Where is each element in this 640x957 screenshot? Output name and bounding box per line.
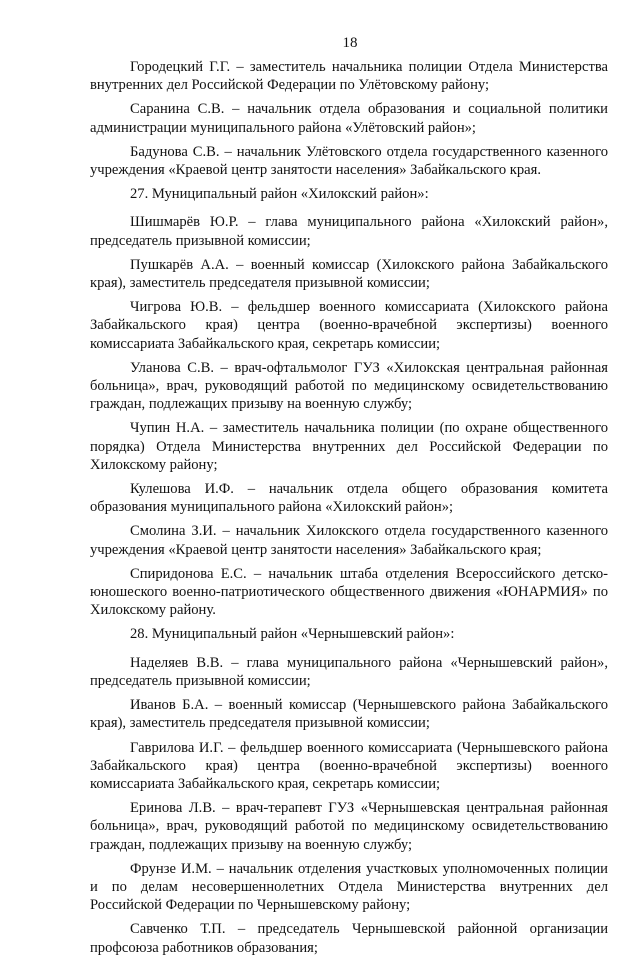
member-entry: Бадунова С.В. – начальник Улётовского отдела государственного казенного учреждения «Краевой центр занятости населения» Забайкальского края. [90, 143, 608, 179]
member-entry: Уланова С.В. – врач-офтальмолог ГУЗ «Хилокская центральная районная больница», врач, руководящий работой по медицинскому освидетельствованию граждан, подлежащих призыву на военную службу; [90, 359, 608, 413]
member-entry: Иванов Б.А. – военный комиссар (Чернышевского района Забайкальского края), заместитель председателя призывной комиссии; [90, 697, 608, 732]
document-body [90, 58, 608, 957]
member-entry: Фрунзе И.М. – начальник отделения участковых уполномоченных полиции и по делам несовершеннолетних Отдела Министерства внутренних дел Российской Федерации по Чернышевскому району; [90, 860, 608, 914]
member-entry: Спиридонова Е.С. – начальник штаба отделения Всероссийского детско-юношеского военно-патриотического общественного движения «ЮНАРМИЯ» по Хилокскому району. [90, 565, 608, 619]
section-heading-28: 28. Муниципальный район «Чернышевский район»: [130, 626, 455, 643]
section-heading-27: 27. Муниципальный район «Хилокский район»: [130, 186, 429, 203]
member-entry: Гаврилова И.Г. – фельдшер военного комиссариата (Чернышевского района Забайкальского края) центра (военно-врачебной экспертизы) военного комиссариата Забайкальского края, секретарь комиссии; [90, 739, 608, 792]
member-entry: Савченко Т.П. – председатель Чернышевской районной организации профсоюза работников образования; [90, 921, 608, 956]
member-entry: Пушкарёв А.А. – военный комиссар (Хилокского района Забайкальского края), заместитель председателя призывной комиссии; [90, 256, 608, 292]
member-entry: Городецкий Г.Г. – заместитель начальника полиции Отдела Министерства внутренних дел Российской Федерации по Улётовскому району; [90, 59, 608, 94]
member-entry: Саранина С.В. – начальник отдела образования и социальной политики администрации муниципального района «Улётовский район»; [90, 101, 608, 136]
member-entry: Наделяев В.В. – глава муниципального района «Чернышевский район», председатель призывной комиссии; [90, 654, 608, 689]
member-entry: Шишмарёв Ю.Р. – глава муниципального района «Хилокский район», председатель призывной комиссии; [90, 214, 608, 249]
member-entry: Еринова Л.В. – врач-терапевт ГУЗ «Чернышевская центральная районная больница», врач, руководящий работой по медицинскому освидетельствованию граждан, подлежащих призыву на военную службу; [90, 800, 608, 853]
member-entry: Чигрова Ю.В. – фельдшер военного комиссариата (Хилокского района Забайкальского края) центра (военно-врачебной экспертизы) военного комиссариата Забайкальского края, секретарь комиссии; [90, 299, 608, 352]
member-entry: Кулешова И.Ф. – начальник отдела общего образования комитета образования муниципального района «Хилокский район»; [90, 481, 608, 516]
member-entry: Смолина З.И. – начальник Хилокского отдела государственного казенного учреждения «Краевой центр занятости населения» Забайкальского края; [90, 523, 608, 558]
page-number: 18 [342, 35, 358, 51]
member-entry: Чупин Н.А. – заместитель начальника полиции (по охране общественного порядка) Отдела Министерства внутренних дел Российской Федерации по Хилокскому району; [90, 420, 608, 473]
